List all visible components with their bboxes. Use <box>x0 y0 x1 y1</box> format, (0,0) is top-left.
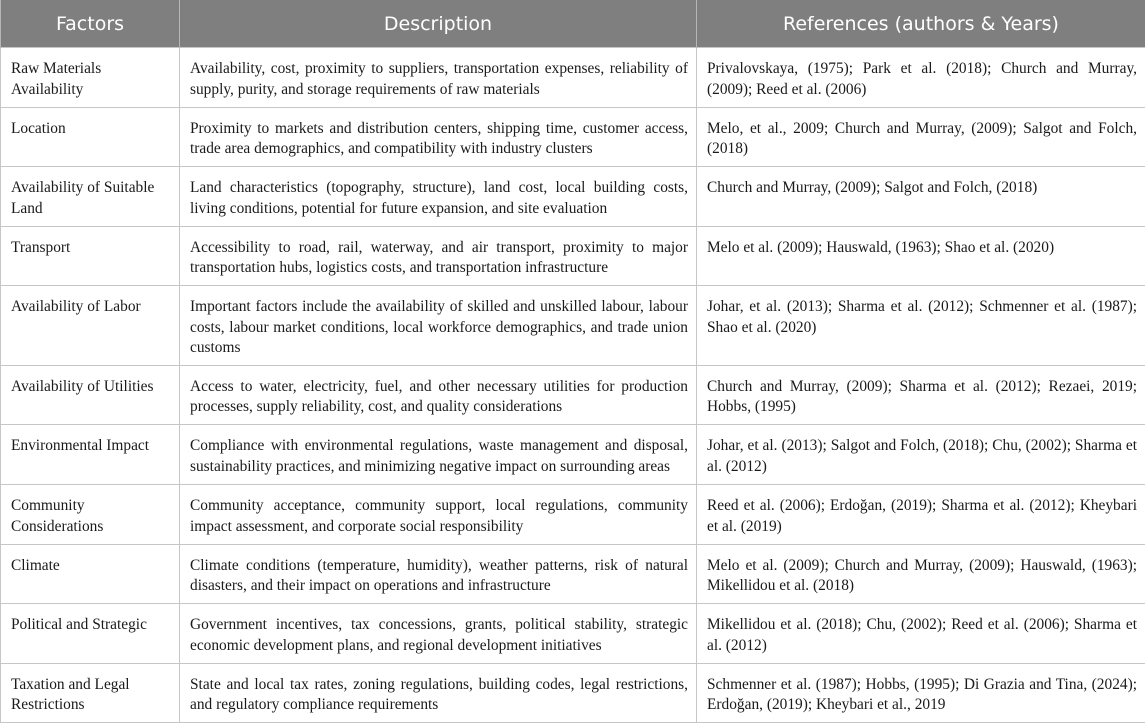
factor-cell: Transport <box>1 226 180 286</box>
description-cell: Proximity to markets and distribution centers, shipping time, customer access, trade area demographics, and compatibility with industry clusters <box>180 107 697 167</box>
references-cell: Mikellidou et al. (2018); Chu, (2002); Reed et al. (2006); Sharma et al. (2012) <box>697 604 1145 664</box>
factor-cell: Raw Materials Availability <box>1 48 180 108</box>
table-row <box>1 485 1145 545</box>
references-cell: Church and Murray, (2009); Salgot and Folch, (2018) <box>697 167 1145 227</box>
table-row <box>1 167 1145 227</box>
header-description: Description <box>180 0 697 48</box>
factor-cell: Environmental Impact <box>1 425 180 485</box>
description-cell: Important factors include the availability of skilled and unskilled labour, labour costs, labour market conditions, local workforce demographics, and trade union customs <box>180 286 697 366</box>
factor-cell: Political and Strategic <box>1 604 180 664</box>
factor-cell: Climate <box>1 544 180 604</box>
description-cell: Availability, cost, proximity to suppliers, transportation expenses, reliability of supply, purity, and storage requirements of raw materials <box>180 48 697 108</box>
description-cell: Community acceptance, community support, local regulations, community impact assessment, and corporate social responsibility <box>180 485 697 545</box>
references-cell: Melo, et al., 2009; Church and Murray, (2009); Salgot and Folch, (2018) <box>697 107 1145 167</box>
factor-cell: Community Considerations <box>1 485 180 545</box>
description-cell: Government incentives, tax concessions, grants, political stability, strategic economic development plans, and regional development initiatives <box>180 604 697 664</box>
factor-cell: Location <box>1 107 180 167</box>
factor-cell: Availability of Labor <box>1 286 180 366</box>
description-cell: State and local tax rates, zoning regulations, building codes, legal restrictions, and regulatory compliance requirements <box>180 663 697 723</box>
table-body <box>1 48 1145 723</box>
table-row <box>1 365 1145 425</box>
references-cell: Johar, et al. (2013); Salgot and Folch, (2018); Chu, (2002); Sharma et al. (2012) <box>697 425 1145 485</box>
header-row <box>1 0 1145 48</box>
description-cell: Accessibility to road, rail, waterway, and air transport, proximity to major transportation hubs, logistics costs, and transportation infrastructure <box>180 226 697 286</box>
references-cell: Reed et al. (2006); Erdoğan, (2019); Sharma et al. (2012); Kheybari et al. (2019) <box>697 485 1145 545</box>
references-cell: Johar, et al. (2013); Sharma et al. (2012); Schmenner et al. (1987); Shao et al. (2020) <box>697 286 1145 366</box>
table-row <box>1 425 1145 485</box>
factor-cell: Taxation and Legal Restrictions <box>1 663 180 723</box>
header-references: References (authors & Years) <box>697 0 1145 48</box>
table-row <box>1 544 1145 604</box>
table-row <box>1 107 1145 167</box>
table-row <box>1 604 1145 664</box>
table-row <box>1 286 1145 366</box>
factor-cell: Availability of Suitable Land <box>1 167 180 227</box>
description-cell: Climate conditions (temperature, humidity), weather patterns, risk of natural disasters, and their impact on operations and infrastructure <box>180 544 697 604</box>
references-cell: Church and Murray, (2009); Sharma et al. (2012); Rezaei, 2019; Hobbs, (1995) <box>697 365 1145 425</box>
references-cell: Melo et al. (2009); Church and Murray, (2009); Hauswald, (1963); Mikellidou et al. (2018) <box>697 544 1145 604</box>
description-cell: Access to water, electricity, fuel, and other necessary utilities for production processes, supply reliability, cost, and quality considerations <box>180 365 697 425</box>
factor-cell: Availability of Utilities <box>1 365 180 425</box>
references-cell: Schmenner et al. (1987); Hobbs, (1995); Di Grazia and Tina, (2024); Erdoğan, (2019); Kheybari et al., 2019 <box>697 663 1145 723</box>
references-cell: Melo et al. (2009); Hauswald, (1963); Shao et al. (2020) <box>697 226 1145 286</box>
table-row <box>1 226 1145 286</box>
table-row <box>1 663 1145 723</box>
description-cell: Land characteristics (topography, structure), land cost, local building costs, living conditions, potential for future expansion, and site evaluation <box>180 167 697 227</box>
header-factors: Factors <box>1 0 180 48</box>
table-header <box>1 0 1145 48</box>
description-cell: Compliance with environmental regulations, waste management and disposal, sustainability practices, and minimizing negative impact on surrounding areas <box>180 425 697 485</box>
references-cell: Privalovskaya, (1975); Park et al. (2018); Church and Murray, (2009); Reed et al. (2006) <box>697 48 1145 108</box>
table-row <box>1 48 1145 108</box>
